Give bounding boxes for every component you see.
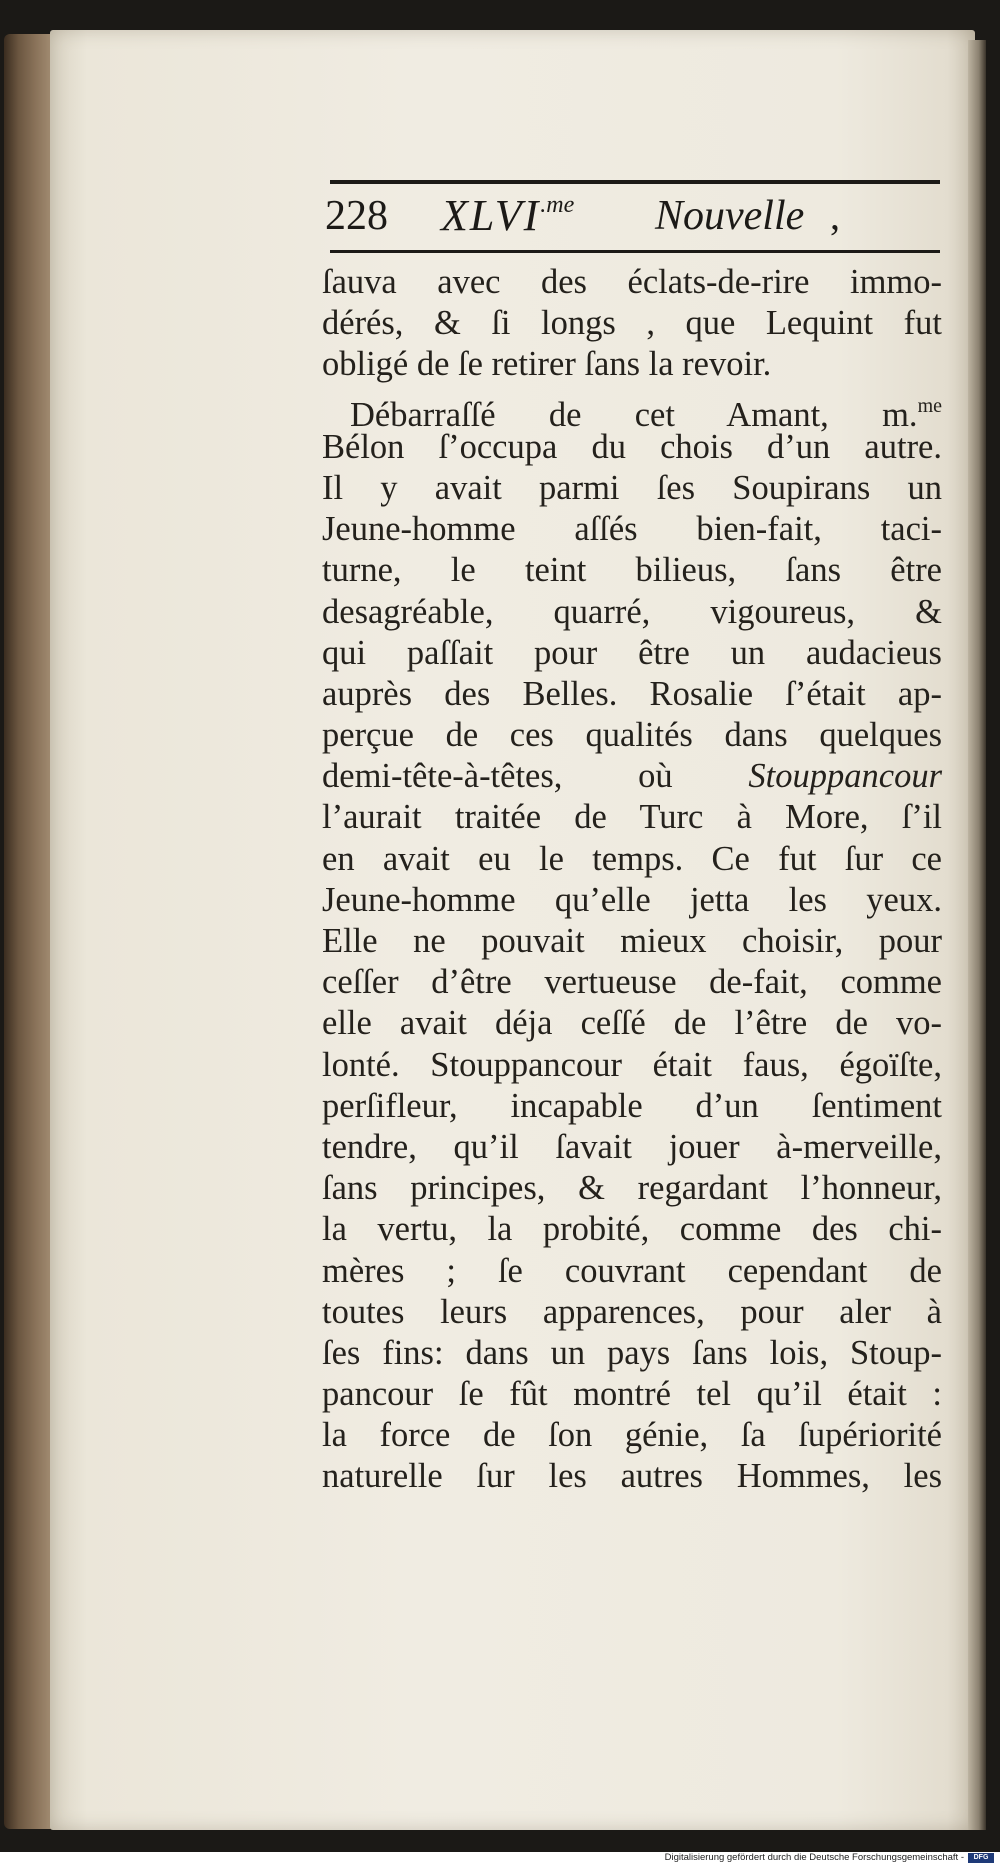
running-title: Nouvelle (655, 193, 805, 239)
text-line: desagréable, quarré, vigoureus, & (322, 592, 942, 631)
running-header (325, 190, 945, 250)
text-line: obligé de ſe retirer ſans la revoir. (322, 345, 772, 384)
body-text (322, 262, 942, 1498)
text-line: lonté. Stouppancour était faus, égoïſte, (322, 1045, 942, 1084)
page-number: 228 (325, 193, 388, 239)
text-line: naturelle ſur les autres Hommes, les (322, 1457, 942, 1496)
text-line: elle avait déja ceſſé de l’être de vo- (322, 1004, 942, 1043)
superscript: me (917, 394, 942, 417)
text-line: perſifleur, incapable d’un ſentiment (322, 1086, 942, 1125)
text-line: mères ; ſe couvrant cependant de (322, 1251, 942, 1290)
text-line: Bélon ſ’occupa du chois d’un autre. (322, 427, 942, 466)
text-line: Elle ne pouvait mieux choisir, pour (322, 922, 942, 960)
digitization-credit: Digitalisierung gefördert durch die Deutsche Forschungsgemeinschaft - (664, 1852, 964, 1863)
page-edge-shadow (968, 40, 986, 1830)
text-line: toutes leurs apparences, pour aler à (322, 1292, 942, 1331)
text-line: Il y avait parmi ſes Soupirans un (322, 468, 942, 507)
text-line: ſauva avec des éclats-de-rire immo- (322, 263, 942, 301)
header-rule-bottom (330, 250, 940, 253)
text-line: ſes fins: dans un pays ſans lois, Stoup- (322, 1333, 942, 1372)
text-line: Jeune-homme aſſés bien-fait, taci- (322, 510, 942, 549)
dfg-logo: DFG (968, 1853, 994, 1863)
text-line: la force de ſon génie, ſa ſupériorité (322, 1416, 942, 1455)
text-line: pancour ſe fût montré tel qu’il était : (322, 1375, 942, 1414)
text-line: dérés, & ſi longs , que Lequint fut (322, 304, 942, 343)
chapter-number: $XLVI^{.me}$ (441, 191, 575, 240)
text-line: l’aurait traitée de Turc à More, ſ’il (322, 798, 942, 837)
text-line: Jeune-homme qu’elle jetta les yeux. (322, 880, 942, 919)
text-line: demi-tête-à-têtes, où Stouppancour (322, 757, 942, 796)
italic-name: Stouppancour (748, 757, 942, 796)
text-line: tendre, qu’il ſavait jouer à-merveille, (322, 1127, 942, 1166)
header-comma: , (830, 193, 840, 238)
text-line: la vertu, la probité, comme des chi- (322, 1210, 942, 1249)
header-rule-top (330, 180, 940, 184)
text-line: ſans principes, & regardant l’honneur, (322, 1169, 942, 1208)
text-line: perçue de ces qualités dans quelques (322, 716, 942, 755)
text-line: en avait eu le temps. Ce fut ſur ce (322, 839, 942, 878)
text-line: Débarraſſé de cet Amant, m.$^{me}$ (350, 394, 942, 434)
text-line: turne, le teint bilieus, ſans être (322, 551, 942, 590)
text-line: auprès des Belles. Rosalie ſ’était ap- (322, 674, 942, 713)
text-line: qui paſſait pour être un audacieus (322, 633, 942, 672)
text-line: ceſſer d’être vertueuse de-fait, comme (322, 963, 942, 1002)
